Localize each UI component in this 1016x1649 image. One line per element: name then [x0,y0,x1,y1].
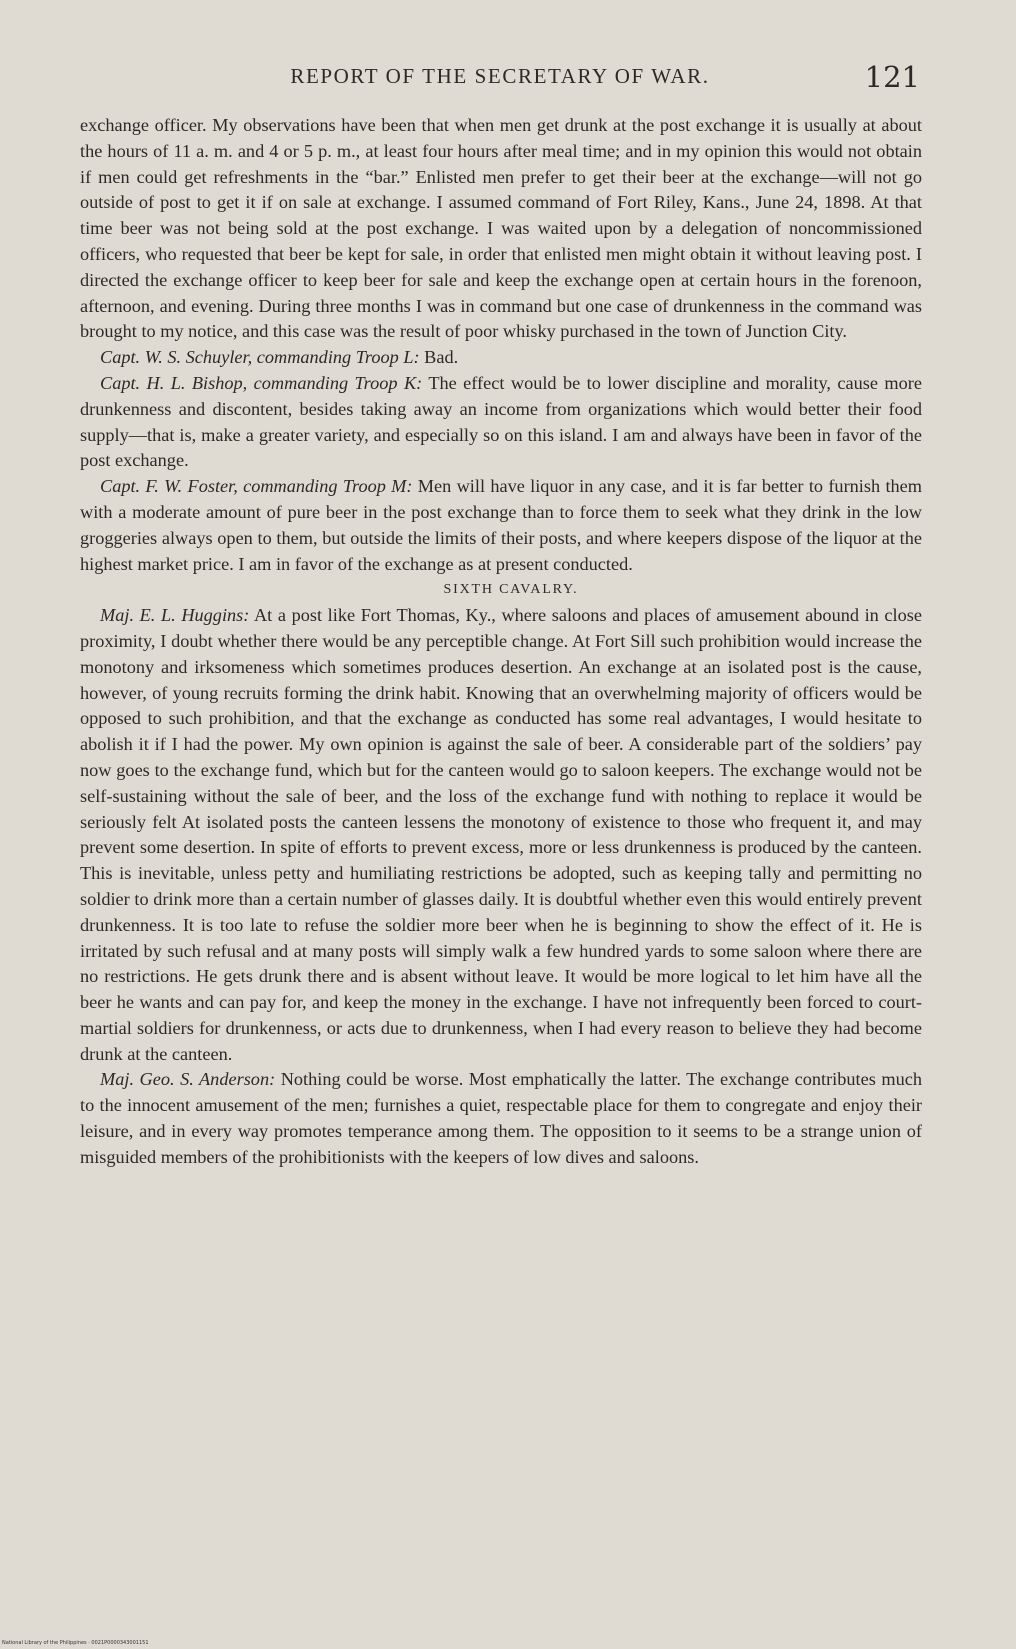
page-number: 121 [864,60,920,94]
paragraph-foster [80,474,922,577]
speaker-schuyler: Capt. W. S. Schuyler, commanding Troop L: [100,347,420,368]
statement-huggins: At a post like Fort Thomas, Ky., where saloons and places of amusement abound in close proximity, I doubt whether there would be any perceptible change. At Fort Sill such prohibition would increase the monotony and irksomeness which sometimes produces desertion. An exchange at an isolated post is the cause, however, of young recruits forming the drink habit. Knowing that an overwhelming majority of officers would be opposed to such prohibition, and that the exchange as conducted has some real advantages, I would hesitate to abolish it if I had the power. My own opinion is against the sale of beer. A considerable part of the soldiers’ pay now goes to the exchange fund, which but for the canteen would go to saloon keepers. The exchange would not be self-sustaining without the sale of beer, and the loss of the exchange fund with nothing to replace it would be seriously felt At isolated posts the canteen lessens the monotony of existence to those who frequent it, and may prevent some desertion. In spite of efforts to prevent excess, more or less drunkenness is produced by the canteen. This is inevitable, unless petty and humiliating restrictions be adopted, such as keeping tally and permitting no soldier to drink more than a certain number of glasses daily. It is doubtful whether even this would entirely prevent drunkenness. It is too late to refuse the soldier more beer when he is beginning to show the effect of it. He is irritated by such refusal and at many posts will simply walk a few hundred yards to some saloon where there are no restrictions. He gets drunk there and is absent without leave. It would be more logical to let him have all the beer he wants and can pay for, and keep the money in the exchange. I have not infrequently been forced to court-martial soldiers for drunkenness, or acts due to drunkenness, when I had every reason to believe they had become drunk at the canteen. [80,605,922,1064]
paragraph-bishop [80,371,922,474]
body-text [80,113,922,1171]
paragraph-huggins [80,603,922,1067]
paragraph-anderson [80,1067,922,1170]
statement-bishop: The effect would be to lower discipline and morality, cause more drunkenness and discontent, besides taking away an income from organizations which would better their food supply—that is, make a greater variety, and especially so on this island. I am and always have been in favor of the post exchange. [80,372,922,471]
statement-anderson: Nothing could be worse. Most emphatically the latter. The exchange contributes much to the innocent amusement of the men; furnishes a quiet, respectable place for them to congregate and enjoy their leisure, and in every way promotes temperance among them. The opposition to it seems to be a strange union of misguided members of the prohibitionists with the keepers of low dives and saloons. [80,1069,922,1167]
paragraph-exchange-officer: exchange officer. My observations have been that when men get drunk at the post exchange it is usually at about the hours of 11 a. m. and 4 or 5 p. m., at least four hours after meal time; and in my opinion this would not obtain if men could get refreshments in the “bar.” Enlisted men prefer to get their beer at the exchange—will not go outside of post to get it if on sale at exchange. I assumed command of Fort Riley, Kans., June 24, 1898. At that time beer was not being sold at the post exchange. I was waited upon by a delegation of noncommissioned officers, who requested that beer be kept for sale, in order that enlisted men might obtain it without leaving post. I directed the exchange officer to keep beer for sale and keep the exchange open at certain hours in the forenoon, afternoon, and evening. During three months I was in command but one case of drunkenness in the command was brought to my notice, and this case was the result of poor whisky purchased in the town of Junction City. [80,115,922,342]
speaker-bishop: Capt. H. L. Bishop, commanding Troop K: [100,372,423,393]
running-title: REPORT OF THE SECRETARY OF WAR. [290,64,710,88]
speaker-foster: Capt. F. W. Foster, commanding Troop M: [100,476,413,497]
speaker-anderson: Maj. Geo. S. Anderson: [100,1069,276,1090]
scan-credit: National Library of the Philippines · 0021P0000343001151 [2,1640,149,1646]
paragraph-schuyler [80,345,922,371]
statement-schuyler: Bad. [419,347,459,368]
page-header [80,60,920,96]
section-heading: SIXTH CAVALRY. [443,582,579,598]
statement-foster: Men will have liquor in any case, and it is far better to furnish them with a moderate amount of pure beer in the post exchange than to force them to seek what they drink in the low groggeries always open to them, but outside the limits of their posts, and where keepers dispose of the liquor at the highest market price. I am in favor of the exchange as at present conducted. [80,476,922,574]
speaker-huggins: Maj. E. L. Huggins: [100,605,250,626]
